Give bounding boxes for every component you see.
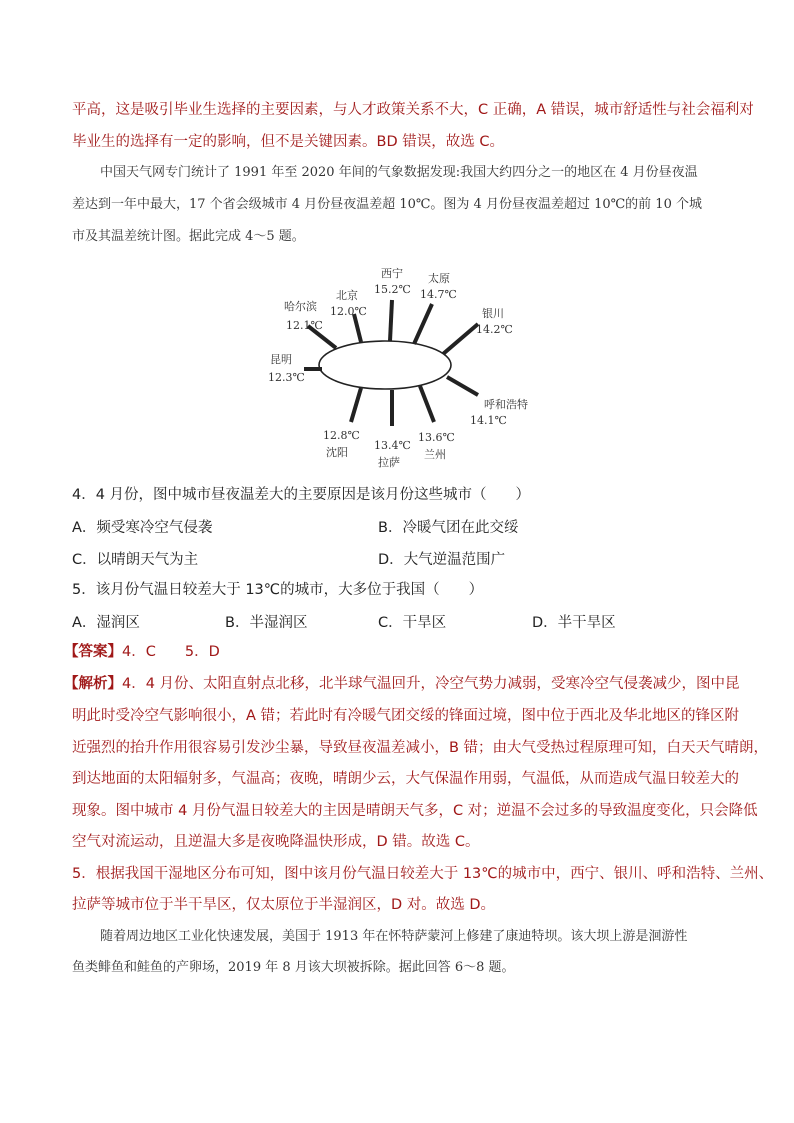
bar-yinchuan (443, 324, 478, 354)
label-yinchuan-name: 银川 (482, 307, 504, 320)
label-yinchuan-value: 14.2℃ (476, 323, 513, 336)
label-kunming-value: 12.3℃ (268, 371, 305, 384)
q4-option-d: D．大气逆温范围广 (378, 552, 506, 568)
chart-ellipse (319, 341, 451, 389)
q5-option-b: B．半湿润区 (225, 615, 308, 631)
label-shenyang-name: 沈阳 (326, 446, 348, 459)
label-xining-value: 15.2℃ (374, 283, 411, 296)
temperature-range-chart (260, 262, 540, 474)
analysis-line-8: 拉萨等城市位于半干旱区，仅太原位于半湿润区，D 对。故选 D。 (72, 897, 496, 913)
label-lanzhou-value: 13.6℃ (418, 431, 455, 444)
explain-line-2: 毕业生的选择有一定的影响，但不是关键因素。BD 错误，故选 C。 (72, 134, 504, 150)
q5-option-a: A．湿润区 (72, 615, 140, 631)
analysis-line-7: 5．根据我国干湿地区分布可知，图中该月份气温日较差大于 13℃的城市中，西宁、银川、呼和浩特、兰州、 (72, 866, 774, 882)
q4-option-b: B．冷暖气团在此交绥 (378, 520, 519, 536)
answer-text: 4．C 5．D (122, 644, 220, 660)
label-haerbin-name: 哈尔滨 (284, 300, 317, 313)
label-lasa-value: 13.4℃ (374, 439, 411, 452)
analysis-line-2: 明此时受冷空气影响很小，A 错；若此时有冷暖气团交绥的锋面过境，图中位于西北及华北地区的锋区附 (72, 708, 740, 724)
q4-option-a: A．频受寒冷空气侵袭 (72, 520, 213, 536)
bar-taiyuan (414, 304, 432, 344)
analysis-text-1: 4．4 月份、太阳直射点北移，北半球气温回升，冷空气势力减弱，受寒冷空气侵袭减少，图中昆 (122, 676, 740, 692)
label-lasa-name: 拉萨 (378, 456, 400, 469)
analysis-line-4: 到达地面的太阳辐射多，气温高；夜晚，晴朗少云，大气保温作用弱，气温低，从而造成气温日较差大的 (72, 771, 739, 787)
explain-line-1: 平高，这是吸引毕业生选择的主要因素，与人才政策关系不大，C 正确，A 错误，城市舒适性与社会福利对 (72, 102, 754, 118)
analysis-line-3: 近强烈的抬升作用很容易引发沙尘暴，导致昼夜温差减小，B 错；由大气受热过程原理可知，白天天气晴朗， (72, 740, 769, 756)
q4-stem: 4．4 月份，图中城市昼夜温差大的主要原因是该月份这些城市（ ） (72, 487, 531, 503)
label-haerbin-value: 12.1℃ (286, 319, 323, 332)
answer-tag: 【答案】 (64, 644, 122, 660)
answer-line (64, 642, 220, 662)
q5-option-c: C．干旱区 (378, 615, 447, 631)
label-xining-name: 西宁 (381, 267, 403, 280)
bar-huhehaote (447, 377, 478, 395)
bar-xining (390, 300, 392, 341)
label-taiyuan-name: 太原 (428, 272, 450, 285)
bar-shenyang (351, 388, 361, 422)
label-huhehaote-name: 呼和浩特 (484, 398, 528, 411)
passage2-line-2: 鱼类鲱鱼和鲑鱼的产卵场，2019 年 8 月该大坝被拆除。据此回答 6～8 题。 (72, 960, 515, 975)
q5-stem: 5．该月份气温日较差大于 13℃的城市，大多位于我国（ ） (72, 582, 484, 598)
bar-beijing (354, 314, 361, 342)
label-lanzhou-name: 兰州 (424, 448, 446, 461)
passage1-line-3: 市及其温差统计图。据此完成 4～5 题。 (72, 229, 305, 244)
label-kunming-name: 昆明 (270, 353, 292, 366)
analysis-tag: 【解析】 (64, 676, 122, 692)
label-taiyuan-value: 14.7℃ (420, 288, 457, 301)
q4-option-c: C．以晴朗天气为主 (72, 552, 199, 568)
analysis-line-6: 空气对流运动，且逆温大多是夜晚降温快形成，D 错。故选 C。 (72, 834, 480, 850)
passage1-line-2: 差达到一年中最大，17 个省会级城市 4 月份昼夜温差超 10℃。图为 4 月份昼夜温差超过 10℃的前 10 个城 (72, 197, 702, 212)
analysis-line-1 (64, 674, 740, 694)
label-shenyang-value: 12.8℃ (323, 429, 360, 442)
passage1-line-1: 中国天气网专门统计了 1991 年至 2020 年间的气象数据发现:我国大约四分之一的地区在 4 月份昼夜温 (100, 165, 698, 180)
label-huhehaote-value: 14.1℃ (470, 414, 507, 427)
q5-option-d: D．半干旱区 (532, 615, 616, 631)
passage2-line-1: 随着周边地区工业化快速发展，美国于 1913 年在怀特萨蒙河上修建了康迪特坝。该大坝上游是洄游性 (100, 929, 688, 944)
label-beijing-name: 北京 (336, 289, 358, 302)
analysis-line-5: 现象。图中城市 4 月份气温日较差大的主因是晴朗天气多，C 对；逆温不会过多的导致温度变化，只会降低 (72, 803, 758, 819)
bar-lanzhou (420, 386, 434, 422)
label-beijing-value: 12.0℃ (330, 305, 367, 318)
